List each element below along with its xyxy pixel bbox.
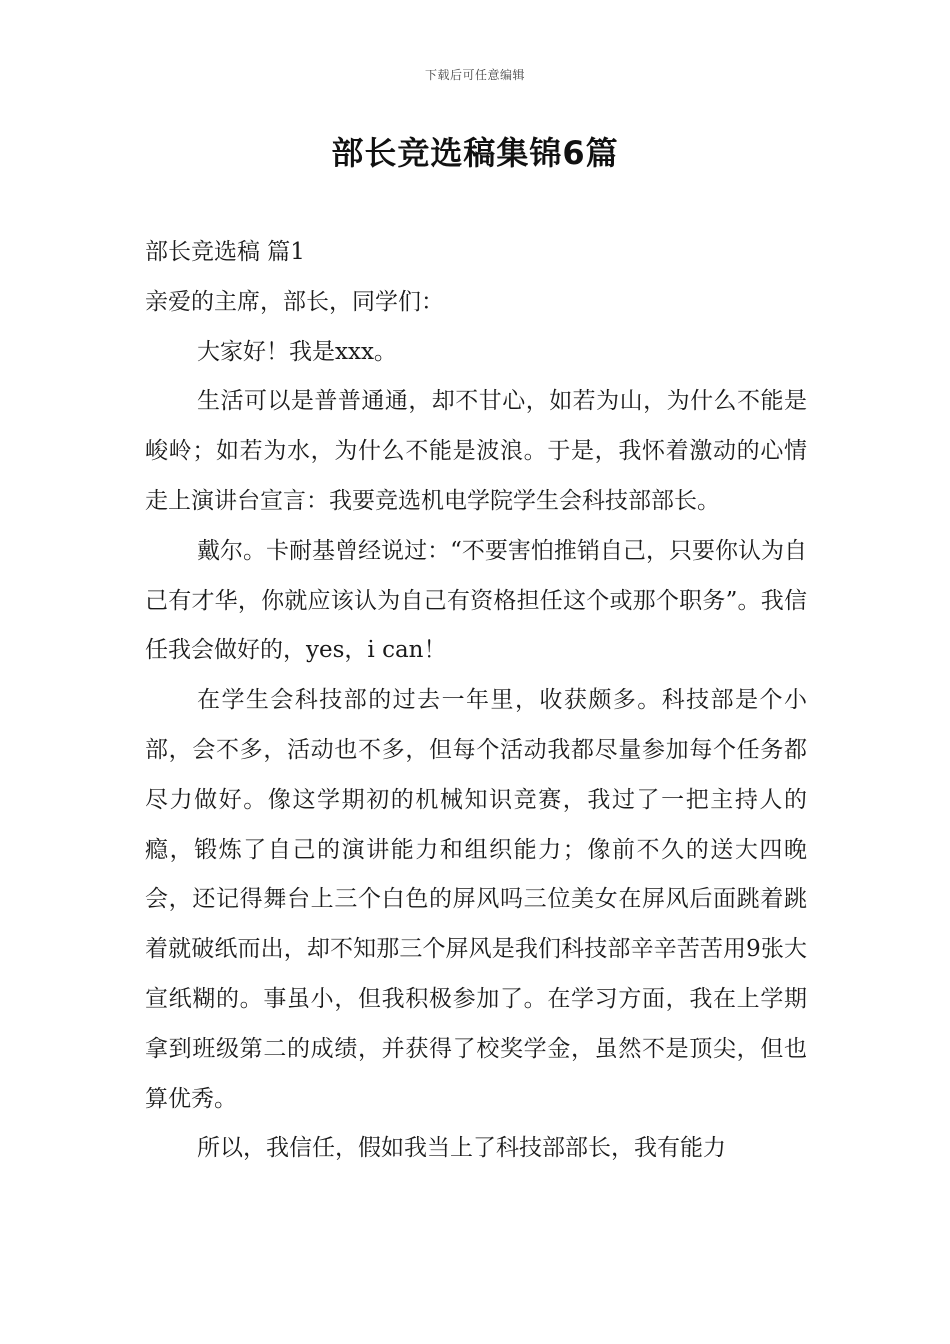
paragraph-quote: 戴尔。卡耐基曾经说过：“不要害怕推销自己，只要你认为自己有才华，你就应该认为自己有资格担任这个或那个职务”。我信任我会做好的，yes，i can！ [145,537,807,664]
paragraph-motivation: 生活可以是普普通通，却不甘心，如若为山，为什么不能是峻岭；如若为水，为什么不能是波浪。于是，我怀着激动的心情走上演讲台宣言：我要竞选机电学院学生会科技部部长。 [145,388,807,514]
paragraph-experience: 在学生会科技部的过去一年里，收获颇多。科技部是个小部，会不多，活动也不多，但每个活动我都尽量参加每个任务都尽力做好。像这学期初的机械知识竞赛，我过了一把主持人的瘾，锻炼了自己的演讲能力和组织能力；像前不久的送大四晚会，还记得舞台上三个白色的屏风吗三位美女在屏风后面跳着跳着就破纸而出，却不知那三个屏风是我们科技部辛辛苦苦用9张大宣纸糊的。事虽小，但我积极参加了。在学习方面，我在上学期拿到班级第二的成绩，并获得了校奖学金，虽然不是顶尖，但也算优秀。 [145,687,807,1112]
salutation: 亲爱的主席，部长，同学们： [145,288,444,315]
header-note: 下载后可任意编辑 [424,68,525,82]
document-body [145,228,807,1174]
paragraph-conclusion: 所以，我信任，假如我当上了科技部部长，我有能力 [197,1135,726,1162]
section-heading: 部长竞选稿 篇1 [145,239,305,265]
document-title: 部长竞选稿集锦6篇 [331,134,619,172]
paragraph-greeting: 大家好！我是xxx。 [197,338,397,365]
